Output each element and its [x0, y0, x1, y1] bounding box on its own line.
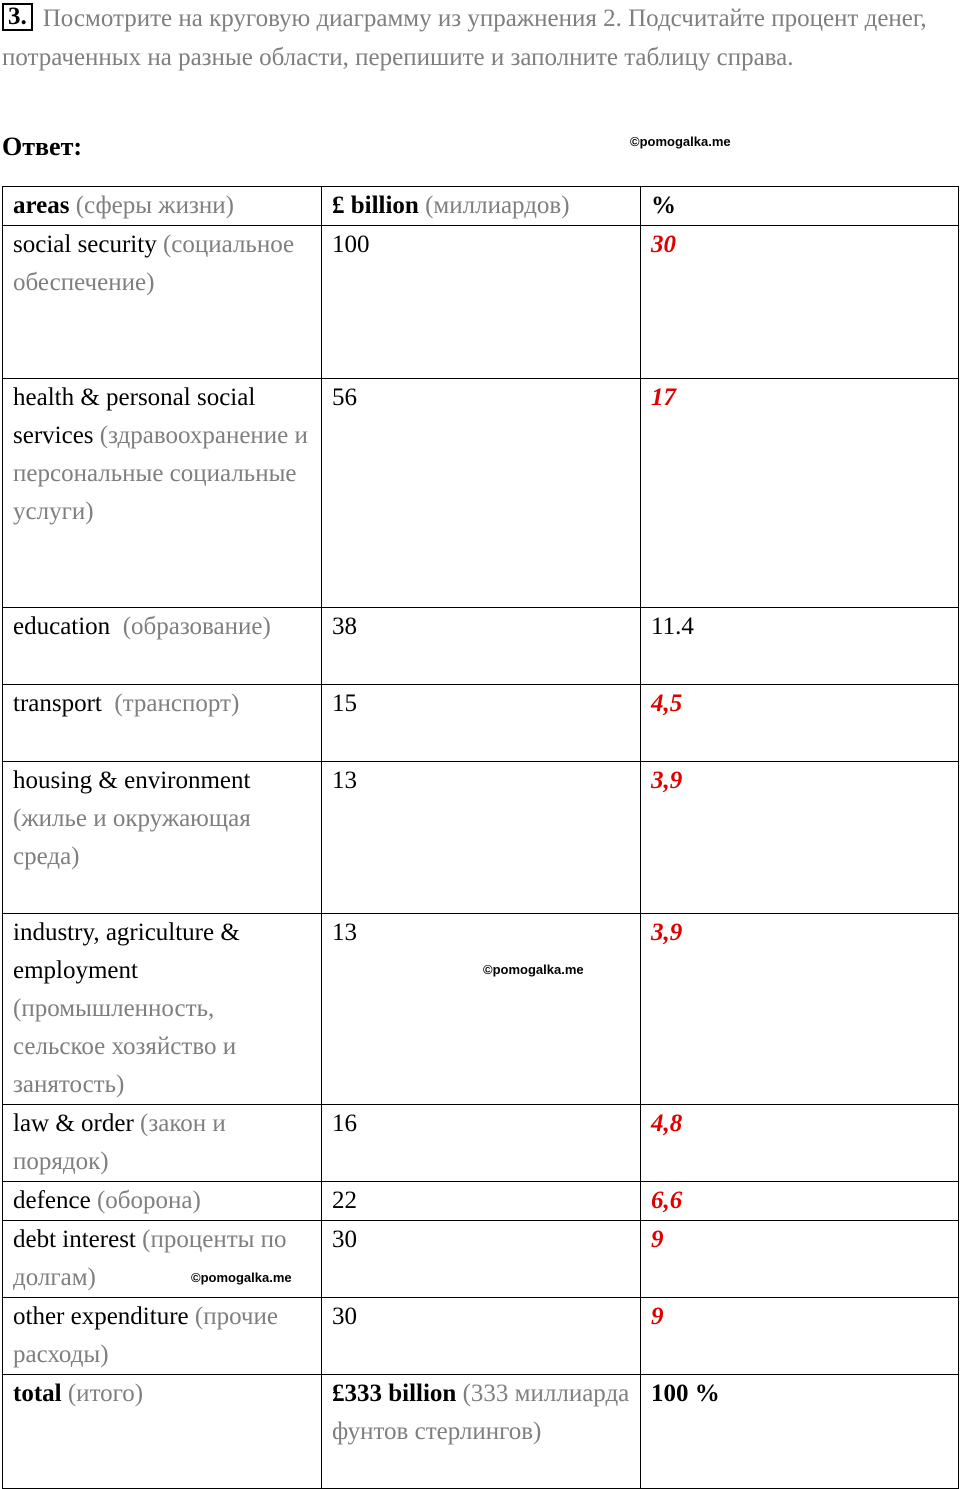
row-percent: 4,5	[641, 685, 959, 762]
task-text: Посмотрите на круговую диаграмму из упражнения 2. Подсчитайте процент денег, потраченных на разные области, перепишите и заполните таблицу справа.	[2, 5, 927, 71]
row-area: transport (транспорт)	[3, 685, 322, 762]
table-row	[3, 226, 959, 379]
row-billion: 13	[322, 762, 641, 914]
table-header-row	[3, 187, 959, 226]
total-label: total (итого)	[3, 1375, 322, 1489]
header-areas: areas (сферы жизни)	[3, 187, 322, 226]
row-billion: 100	[322, 226, 641, 379]
table-row	[3, 1182, 959, 1221]
task-statement	[2, 0, 942, 77]
table-row	[3, 1298, 959, 1375]
header-percent: %	[641, 187, 959, 226]
row-percent: 9	[641, 1221, 959, 1298]
table-total-row	[3, 1375, 959, 1489]
row-area: health & personal social services (здравоохранение и персональные социальные услуги)	[3, 379, 322, 608]
row-area: law & order (закон и порядок)	[3, 1105, 322, 1182]
table-row	[3, 914, 959, 1105]
row-percent: 9	[641, 1298, 959, 1375]
watermark: ©pomogalka.me	[191, 1270, 292, 1285]
spending-table	[2, 186, 959, 1489]
header-billion: £ billion (миллиардов)	[322, 187, 641, 226]
table-row	[3, 379, 959, 608]
row-billion: 15	[322, 685, 641, 762]
row-area: industry, agriculture & employment (промышленность, сельское хозяйство и занятость)	[3, 914, 322, 1105]
table-row	[3, 608, 959, 685]
row-billion: 13	[322, 914, 641, 1105]
table-row	[3, 762, 959, 914]
table-row	[3, 1221, 959, 1298]
row-billion: 22	[322, 1182, 641, 1221]
row-billion: 30	[322, 1221, 641, 1298]
row-percent: 11.4	[641, 608, 959, 685]
row-billion: 56	[322, 379, 641, 608]
row-area: defence (оборона)	[3, 1182, 322, 1221]
row-percent: 3,9	[641, 914, 959, 1105]
watermark: ©pomogalka.me	[483, 962, 584, 977]
total-percent: 100 %	[641, 1375, 959, 1489]
row-percent: 17	[641, 379, 959, 608]
row-area: housing & environment (жилье и окружающая среда)	[3, 762, 322, 914]
row-area: education (образование)	[3, 608, 322, 685]
row-percent: 4,8	[641, 1105, 959, 1182]
row-percent: 6,6	[641, 1182, 959, 1221]
answer-label: Ответ:	[2, 132, 83, 161]
table-row	[3, 685, 959, 762]
row-area: debt interest (проценты по долгам)	[3, 1221, 322, 1298]
row-area: other expenditure (прочие расходы)	[3, 1298, 322, 1375]
task-number: 3.	[2, 3, 33, 31]
row-billion: 16	[322, 1105, 641, 1182]
total-billion: £333 billion (333 миллиарда фунтов стерлингов)	[322, 1375, 641, 1489]
row-area: social security (социальное обеспечение)	[3, 226, 322, 379]
table-row	[3, 1105, 959, 1182]
row-billion: 38	[322, 608, 641, 685]
watermark: ©pomogalka.me	[630, 134, 731, 149]
row-percent: 30	[641, 226, 959, 379]
row-billion: 30	[322, 1298, 641, 1375]
row-percent: 3,9	[641, 762, 959, 914]
